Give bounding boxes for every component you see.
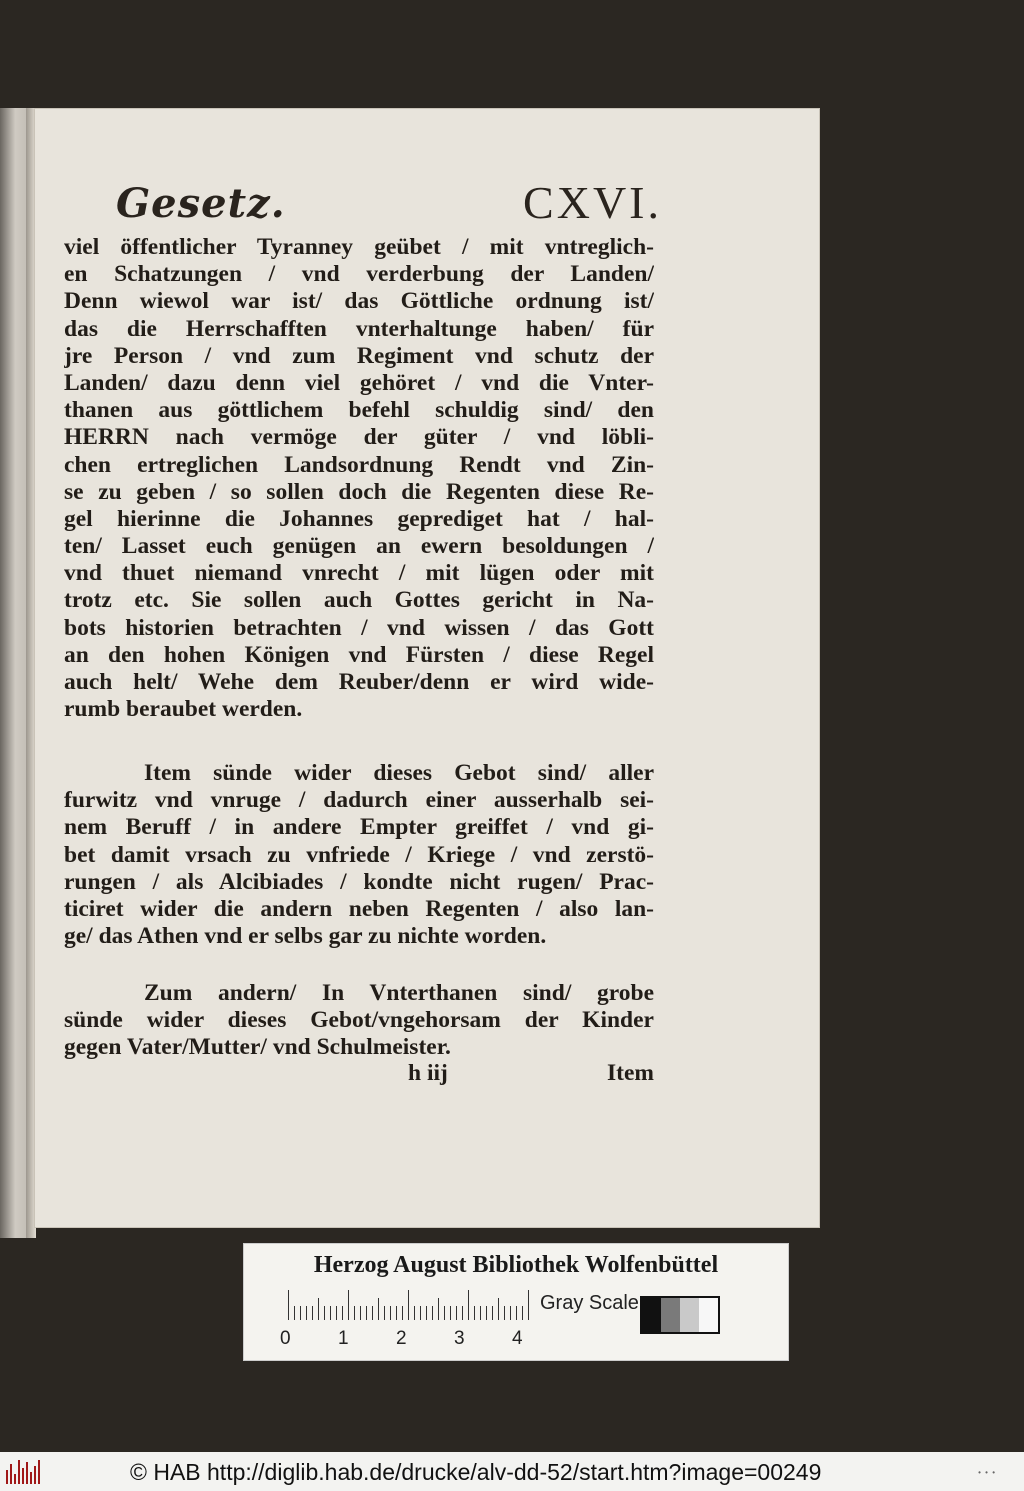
ruler-tick	[432, 1306, 433, 1320]
paragraph-3	[64, 980, 654, 1062]
ruler-tick	[288, 1290, 289, 1320]
hab-logo-icon	[6, 1460, 46, 1484]
text-line: sünde wider dieses Gebot/vngehorsam der Kinder	[64, 1007, 654, 1034]
ruler-tick	[336, 1306, 337, 1320]
text-line: rungen / als Alcibiades / kondte nicht rugen/ Prac-	[64, 868, 654, 895]
text-line: viel öffentlicher Tyranney geübet / mit vntreglich-	[64, 234, 654, 260]
ruler-label: 1	[338, 1328, 349, 1349]
text-line: vnd thuet niemand vnrecht / mit lügen oder mit	[64, 560, 654, 587]
text-line: ticiret wider die andern neben Regenten / also lan-	[64, 895, 654, 922]
ruler-tick	[384, 1306, 385, 1320]
gray-scale-label: Gray Scale	[540, 1292, 639, 1314]
gray-scale-swatches	[640, 1296, 720, 1334]
ruler-tick	[294, 1306, 295, 1320]
text-line: Item sünde wider dieses Gebot sind/ aller	[144, 760, 654, 786]
ruler-tick	[522, 1306, 523, 1320]
text-line: rumb beraubet werden.	[64, 696, 303, 723]
text-line: jre Person / vnd zum Regiment vnd schutz der	[64, 342, 654, 369]
ruler-tick	[378, 1298, 379, 1320]
running-title: Gesetz.	[116, 180, 286, 227]
text-line: auch helt/ Wehe dem Reuber/denn er wird wide-	[64, 669, 654, 695]
ruler-tick	[426, 1306, 427, 1320]
ruler-labels	[280, 1328, 540, 1352]
text-line: Denn wiewol war ist/ das Göttliche ordnung ist/	[64, 288, 654, 315]
gray-swatch	[642, 1298, 661, 1332]
ruler-tick	[492, 1306, 493, 1320]
ruler-tick	[366, 1306, 367, 1320]
ruler-label: 0	[280, 1328, 291, 1349]
ruler-tick	[528, 1290, 529, 1320]
text-line: furwitz vnd vnruge / dadurch einer ausserhalb sei-	[64, 787, 654, 814]
footer-bar	[0, 1452, 1024, 1491]
text-line: bots historien betrachten / vnd wissen / das Gott	[64, 614, 654, 641]
ruler-tick	[420, 1306, 421, 1320]
gray-swatch	[699, 1298, 718, 1332]
ruler-tick	[318, 1298, 319, 1320]
catchword: Item	[607, 1060, 654, 1086]
paragraph-1	[64, 234, 654, 723]
text-line: ten/ Lasset euch genügen an ewern besoldungen /	[64, 533, 654, 560]
ruler-label: 3	[454, 1328, 465, 1349]
text-line: das die Herrschafften vnterhaltunge haben/ für	[64, 315, 654, 342]
page-header	[82, 177, 662, 240]
ruler-tick	[468, 1290, 469, 1320]
text-line: gel hierinne die Johannes geprediget hat / hal-	[64, 505, 654, 532]
gray-swatch	[661, 1298, 680, 1332]
folio-number: CXVI.	[523, 177, 662, 228]
paragraph-2	[64, 760, 654, 950]
text-line: chen ertreglichen Landsordnung Rendt vnd Zin-	[64, 451, 654, 478]
copyright-url[interactable]: © HAB http://diglib.hab.de/drucke/alv-dd-52/start.htm?image=00249	[130, 1459, 822, 1485]
ruler-tick	[354, 1306, 355, 1320]
color-target-card	[243, 1243, 789, 1361]
ruler-tick	[342, 1306, 343, 1320]
ruler-tick	[372, 1306, 373, 1320]
ruler-tick	[450, 1306, 451, 1320]
ruler-tick	[438, 1298, 439, 1320]
ruler-tick	[516, 1306, 517, 1320]
ruler-tick	[312, 1306, 313, 1320]
library-name: Herzog August Bibliothek Wolfenbüttel	[313, 1252, 719, 1278]
measurement-ruler	[288, 1290, 528, 1320]
ruler-tick	[444, 1306, 445, 1320]
ruler-tick	[456, 1306, 457, 1320]
ruler-tick	[408, 1290, 409, 1320]
ruler-label: 4	[512, 1328, 523, 1349]
ruler-tick	[324, 1306, 325, 1320]
ruler-tick	[474, 1306, 475, 1320]
ruler-tick	[396, 1306, 397, 1320]
ruler-tick	[510, 1306, 511, 1320]
ruler-tick	[306, 1306, 307, 1320]
ruler-tick	[480, 1306, 481, 1320]
text-line: Landen/ dazu denn viel gehöret / vnd die Vnter-	[64, 369, 654, 396]
text-line: nem Beruff / in andere Empter greiffet / vnd gi-	[64, 814, 654, 841]
ruler-tick	[300, 1306, 301, 1320]
ruler-label: 2	[396, 1328, 407, 1349]
ruler-tick	[486, 1306, 487, 1320]
text-line: ge/ das Athen vnd er selbs gar zu nichte worden.	[64, 923, 547, 950]
ruler-tick	[348, 1290, 349, 1320]
text-line: Zum andern/ In Vnterthanen sind/ grobe	[144, 980, 654, 1006]
gray-swatch	[680, 1298, 699, 1332]
text-line: en Schatzungen / vnd verderbung der Landen/	[64, 261, 654, 288]
text-line: HERRN nach vermöge der güter / vnd löbli-	[64, 424, 654, 451]
text-line: thanen aus göttlichem befehl schuldig sind/ den	[64, 397, 654, 424]
text-line: trotz etc. Sie sollen auch Gottes gericht in Na-	[64, 587, 654, 614]
ruler-tick	[462, 1306, 463, 1320]
text-line: bet damit vrsach zu vnfriede / Kriege / vnd zerstö-	[64, 841, 654, 868]
footer-dots: • • •	[978, 1468, 996, 1477]
text-line: gegen Vater/Mutter/ vnd Schulmeister.	[64, 1034, 451, 1061]
ruler-tick	[504, 1306, 505, 1320]
ruler-tick	[402, 1306, 403, 1320]
page-foot	[64, 1060, 654, 1090]
ruler-tick	[360, 1306, 361, 1320]
signature-mark: h iij	[408, 1060, 448, 1086]
text-line: an den hohen Königen vnd Fürsten / diese Regel	[64, 641, 654, 668]
text-line: se zu geben / so sollen doch die Regenten diese Re-	[64, 478, 654, 505]
ruler-tick	[498, 1298, 499, 1320]
ruler-tick	[414, 1306, 415, 1320]
ruler-tick	[390, 1306, 391, 1320]
ruler-tick	[330, 1306, 331, 1320]
